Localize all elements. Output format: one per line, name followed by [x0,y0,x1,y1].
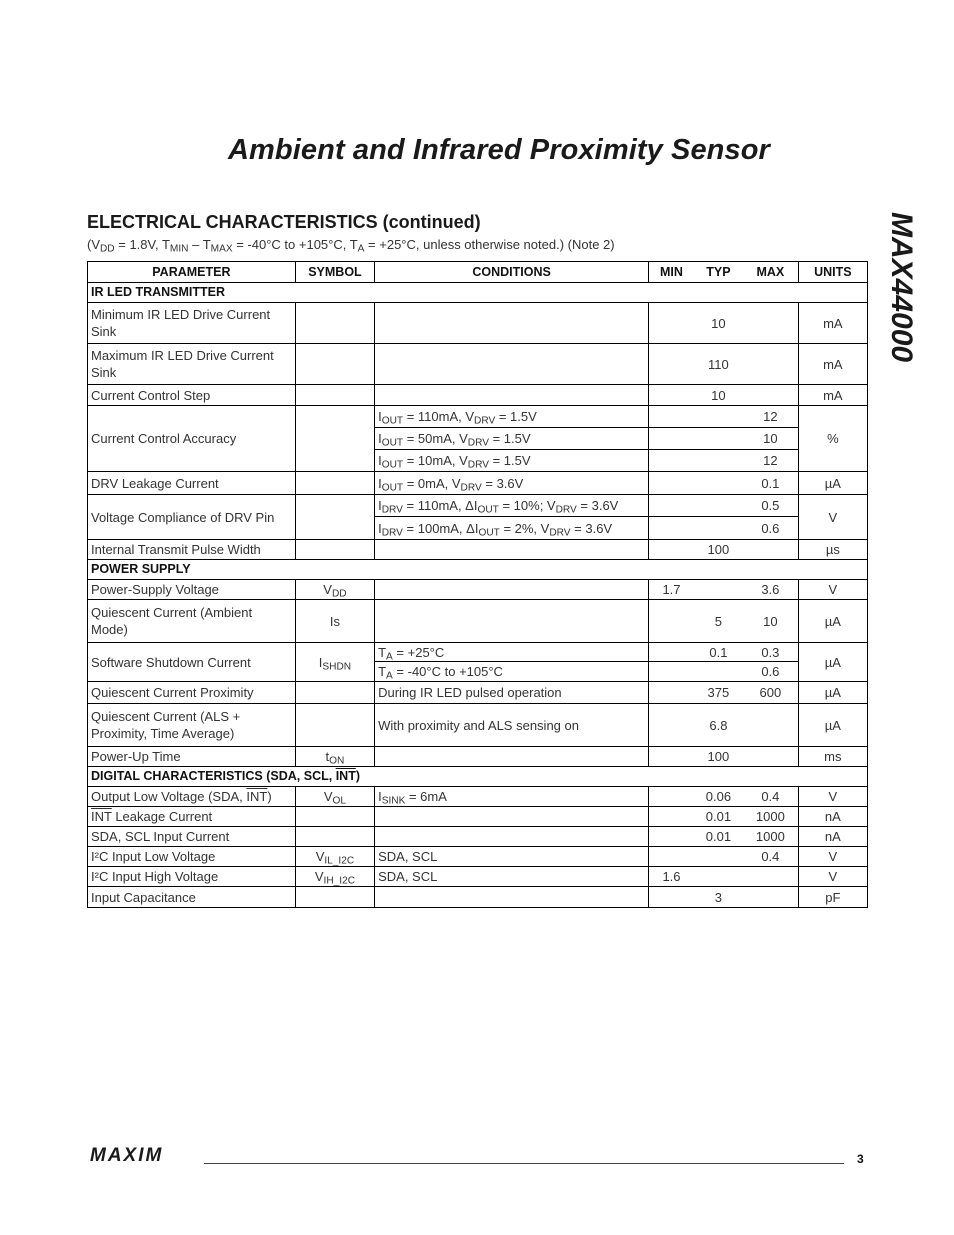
max-cell: 0.4 [743,847,798,867]
test-conditions-note: ($V_{DD} = 1.8V$, $T_{MIN} - T_{MAX} = -40^\circ C$ to +105°C, $T_A = +25^\circ C$, unless otherwise noted.) (Note 2) [87,237,615,255]
condition-cell: $I_{OUT} = 10mA$, $V_{DRV} = 1.5V$ [375,450,649,472]
param-cell: Power-Supply Voltage [88,580,296,600]
typ-cell: 5 [694,600,743,643]
section-label: POWER SUPPLY [88,560,868,580]
param-cell: Quiescent Current Proximity [88,682,296,704]
units-cell: nA [798,827,867,847]
table-row [88,682,868,704]
table-row [88,704,868,747]
units-cell: µA [798,643,867,682]
max-cell: 1000 [743,807,798,827]
units-cell: nA [798,807,867,827]
table-row [88,787,868,807]
max-cell: 0.6 [743,517,798,540]
units-cell: µs [798,540,867,560]
condition-cell: $I_{OUT} = 110mA$, $V_{DRV} = 1.5V$ [375,406,649,428]
symbol-cell: $V_{DD}$ [295,580,374,600]
min-cell: 1.7 [649,580,694,600]
section-title: ELECTRICAL CHARACTERISTICS (continued) [87,212,481,232]
max-cell: 0.3 [743,643,798,662]
max-cell: 600 [743,682,798,704]
param-cell: Quiescent Current (ALS + Proximity, Time Average) [88,704,296,747]
max-cell: 0.4 [743,787,798,807]
typ-cell: 110 [694,344,743,385]
condition-cell: $I_{DRV} = 110mA$, $\Delta I_{OUT} = 10\%$; $V_{DRV} = 3.6V$ [375,495,649,517]
param-cell: DRV Leakage Current [88,472,296,495]
section-label: IR LED TRANSMITTER [88,283,868,303]
header-parameter: PARAMETER [88,262,296,283]
header-max: MAX [743,262,798,283]
table-row [88,472,868,495]
param-cell: Power-Up Time [88,747,296,767]
section-row-power [88,560,868,580]
param-cell: SDA, SCL Input Current [88,827,296,847]
units-cell: V [798,847,867,867]
units-cell: µA [798,600,867,643]
condition-cell: $T_A = -40^\circ C$ to +105°C [375,662,649,682]
table-row [88,385,868,406]
header-units: UNITS [798,262,867,283]
symbol-cell: $V_{IL\_I2C}$ [295,847,374,867]
symbol-cell: $t_{ON}$ [295,747,374,767]
param-cell: I²C Input High Voltage [88,867,296,887]
units-cell: mA [798,385,867,406]
typ-cell: 375 [694,682,743,704]
table-row [88,807,868,827]
maxim-logo [90,1145,202,1168]
units-cell: V [798,787,867,807]
units-cell: pF [798,887,867,908]
param-cell: Internal Transmit Pulse Width [88,540,296,560]
min-cell: 1.6 [649,867,694,887]
part-number-sidebar: MAX44000 [885,212,918,363]
typ-cell: 100 [694,747,743,767]
max-cell: 0.5 [743,495,798,517]
condition-cell: $T_A = +25^\circ C$ [375,643,649,662]
table-row [88,600,868,643]
param-cell: Quiescent Current (Ambient Mode) [88,600,296,643]
condition-cell: SDA, SCL [375,867,649,887]
svg-text:MAXIM: MAXIM [90,1145,164,1163]
units-cell: µA [798,682,867,704]
units-cell: mA [798,344,867,385]
units-cell: V [798,867,867,887]
max-cell: 0.6 [743,662,798,682]
param-cell: Minimum IR LED Drive Current Sink [88,303,296,344]
table-row [88,867,868,887]
param-cell: Voltage Compliance of DRV Pin [88,495,296,540]
header-min: MIN [649,262,694,283]
symbol-cell: $I_{SHDN}$ [295,643,374,682]
table-row [88,540,868,560]
table-row [88,827,868,847]
units-cell: µA [798,704,867,747]
max-cell: 12 [743,406,798,428]
typ-cell: 6.8 [694,704,743,747]
param-cell: Input Capacitance [88,887,296,908]
table-row [88,344,868,385]
footer-rule [204,1163,844,1164]
table-row [88,406,868,428]
param-cell: Output Low Voltage (SDA, $\overline{INT}$) [88,787,296,807]
condition-cell: SDA, SCL [375,847,649,867]
units-cell: V [798,495,867,540]
max-cell: 0.1 [743,472,798,495]
section-row-digital [88,767,868,787]
param-cell: Current Control Accuracy [88,406,296,472]
section-row-ir [88,283,868,303]
units-cell: V [798,580,867,600]
condition-cell: $I_{DRV} = 100mA$, $\Delta I_{OUT} = 2\%$, $V_{DRV} = 3.6V$ [375,517,649,540]
symbol-cell: Is [295,600,374,643]
typ-cell: 100 [694,540,743,560]
typ-cell: 0.1 [694,643,743,662]
table-row [88,495,868,517]
typ-cell: 10 [694,385,743,406]
table-row [88,747,868,767]
max-cell: 1000 [743,827,798,847]
param-cell: Current Control Step [88,385,296,406]
units-cell: mA [798,303,867,344]
max-cell: 12 [743,450,798,472]
electrical-characteristics-table [87,261,868,908]
param-cell: Maximum IR LED Drive Current Sink [88,344,296,385]
header-symbol: SYMBOL [295,262,374,283]
section-label: DIGITAL CHARACTERISTICS (SDA, SCL, $\overline{INT}$) [88,767,868,787]
max-cell: 3.6 [743,580,798,600]
table-row [88,887,868,908]
table-row [88,847,868,867]
header-typ: TYP [694,262,743,283]
condition-cell: $I_{SINK} = 6mA$ [375,787,649,807]
typ-cell: 0.01 [694,827,743,847]
condition-cell: $I_{OUT} = 50mA$, $V_{DRV} = 1.5V$ [375,428,649,450]
symbol-cell: $V_{OL}$ [295,787,374,807]
table-row [88,580,868,600]
header-conditions: CONDITIONS [375,262,649,283]
condition-cell: With proximity and ALS sensing on [375,704,649,747]
max-cell: 10 [743,600,798,643]
table-row [88,303,868,344]
table-header-row [88,262,868,283]
page-number: 3 [857,1152,864,1166]
max-cell: 10 [743,428,798,450]
units-cell: ms [798,747,867,767]
table-row [88,643,868,662]
document-title: Ambient and Infrared Proximity Sensor [228,134,770,166]
param-cell: $\overline{INT}$ Leakage Current [88,807,296,827]
condition-cell: During IR LED pulsed operation [375,682,649,704]
typ-cell: 0.06 [694,787,743,807]
param-cell: I²C Input Low Voltage [88,847,296,867]
typ-cell: 3 [694,887,743,908]
param-cell: Software Shutdown Current [88,643,296,682]
condition-cell: $I_{OUT} = 0mA$, $V_{DRV} = 3.6V$ [375,472,649,495]
units-cell: % [798,406,867,472]
typ-cell: 10 [694,303,743,344]
typ-cell: 0.01 [694,807,743,827]
units-cell: µA [798,472,867,495]
symbol-cell: $V_{IH\_I2C}$ [295,867,374,887]
